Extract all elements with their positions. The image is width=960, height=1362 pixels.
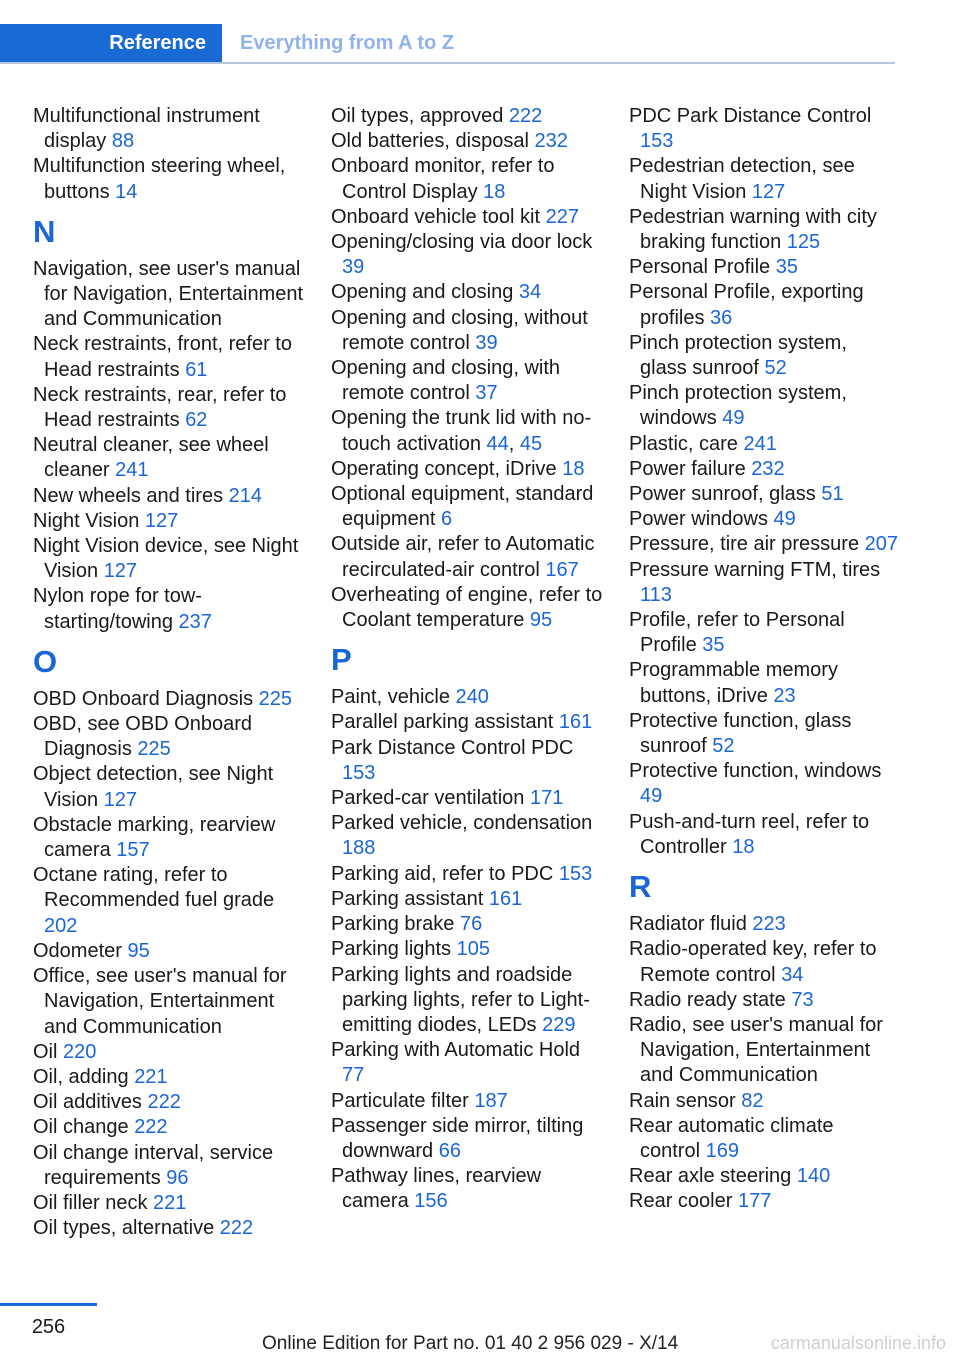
page-link[interactable]: 127 — [103, 560, 138, 583]
index-term: Oil types, alternative — [33, 1217, 215, 1240]
index-term: Pedestrian warning with city braking function — [629, 205, 877, 254]
page-link[interactable]: 167 — [545, 558, 579, 581]
page-link[interactable]: 153 — [640, 130, 674, 153]
index-term: Octane rating, refer to Recommended fuel grade — [33, 864, 275, 912]
edition-info: Online Edition for Part no. 01 40 2 956 029 - X/14 — [262, 1333, 679, 1354]
index-entry — [33, 433, 305, 483]
index-term: Programmable memory buttons, iDrive — [629, 659, 838, 707]
index-term: Neck restraints, front, refer to Head restraints — [33, 333, 292, 381]
index-term: Opening and closing, without remote control — [331, 306, 588, 354]
watermark: carmanualsonline.info — [770, 1333, 946, 1353]
index-term: Protective function, windows — [629, 760, 882, 783]
index-entry — [331, 811, 603, 861]
index-term: Oil filler neck — [33, 1191, 148, 1214]
page-link[interactable]: 222 — [147, 1091, 181, 1114]
page-link[interactable]: 34 — [781, 963, 804, 986]
index-entry — [331, 129, 603, 154]
index-term: Pedestrian detection, see Night Vision — [629, 155, 855, 203]
page-link[interactable]: 52 — [712, 735, 735, 758]
index-entry — [33, 813, 305, 863]
index-term: Radio-operated key, refer to Remote control — [629, 938, 877, 986]
index-term: Passenger side mirror, tilting downward — [331, 1114, 584, 1162]
page-link[interactable]: 23 — [773, 684, 796, 707]
page-link[interactable]: 6 — [440, 508, 453, 531]
index-term: Power sunroof, glass — [629, 483, 816, 506]
index-term: Operating concept, iDrive — [331, 457, 557, 480]
index-term: Outside air, refer to Automatic recirculated-air control — [331, 533, 595, 581]
page-link[interactable]: 171 — [530, 787, 564, 810]
index-entry: Opening the trunk lid with no-touch activation 44, 45 — [331, 407, 592, 455]
index-term: Plastic, care — [629, 432, 738, 455]
index-term: Object detection, see Night Vision — [33, 763, 274, 811]
page-link[interactable]: 34 — [518, 281, 542, 304]
page-link[interactable]: 156 — [414, 1190, 448, 1213]
index-entry — [33, 332, 305, 382]
index-entry — [629, 658, 899, 708]
index-entry — [331, 736, 603, 786]
index-entry — [33, 257, 305, 333]
page-link[interactable]: 18 — [483, 180, 506, 203]
index-term: Multifunctional instrument display — [33, 105, 260, 153]
index-entry — [629, 988, 899, 1013]
index-term: Radio, see user's manual for Navigation, Entertainment and Communication — [629, 1013, 883, 1087]
index-term: Onboard monitor, refer to Control Display — [331, 155, 555, 203]
index-term: Rain sensor — [629, 1089, 736, 1112]
index-entry — [33, 154, 305, 204]
page-number: 256 — [31, 1316, 66, 1338]
page-link[interactable]: 45 — [519, 432, 543, 455]
index-entry — [629, 482, 899, 507]
index-term: Radiator fluid — [629, 913, 747, 936]
index-entry — [331, 356, 603, 406]
index-entry — [331, 532, 603, 582]
index-entry — [629, 937, 899, 987]
index-term: Opening and closing, with remote control — [331, 357, 561, 405]
index-letter-heading: P — [331, 642, 352, 678]
index-entry — [629, 507, 899, 532]
page-link[interactable]: 188 — [342, 837, 376, 860]
index-term: Personal Profile — [629, 256, 771, 279]
page-link[interactable]: 37 — [475, 382, 498, 405]
index-entry — [33, 1090, 305, 1115]
index-entry — [33, 762, 305, 812]
index-term: Parking assistant — [331, 887, 484, 910]
page-link[interactable]: 241 — [115, 459, 149, 482]
index-entry — [629, 1114, 899, 1164]
page-link[interactable]: 223 — [752, 913, 786, 936]
index-entry — [331, 963, 603, 1039]
page-link[interactable]: 161 — [558, 711, 593, 734]
index-entry — [33, 509, 305, 534]
index-entry — [629, 457, 899, 482]
page-link[interactable]: 127 — [103, 788, 138, 811]
index-entry — [629, 104, 899, 154]
page-link[interactable]: 202 — [44, 914, 78, 937]
index-entry — [331, 205, 603, 230]
page-header — [0, 24, 895, 64]
page-link[interactable]: 221 — [134, 1065, 168, 1088]
index-entry — [33, 863, 305, 939]
index-entry — [331, 1164, 603, 1214]
index-entry — [33, 1040, 305, 1065]
index-term: Personal Profile, exporting profiles — [629, 281, 864, 329]
index-entry — [629, 432, 899, 457]
page-link[interactable]: 153 — [558, 862, 593, 885]
index-entry — [629, 608, 899, 658]
index-entry — [629, 810, 899, 860]
index-entry — [33, 534, 305, 584]
index-term: Oil change interval, service requirements — [33, 1141, 274, 1189]
index-entry — [331, 583, 603, 633]
page-link[interactable]: 225 — [258, 687, 293, 710]
index-term: Rear cooler — [629, 1190, 733, 1213]
page-link[interactable]: 14 — [115, 180, 138, 203]
page-link[interactable]: 52 — [764, 357, 787, 380]
index-entry — [331, 306, 603, 356]
page-link[interactable]: 49 — [722, 407, 745, 430]
index-term: Oil, adding — [33, 1065, 129, 1088]
index-term: Overheating of engine, refer to Coolant temperature — [331, 583, 603, 632]
page-link[interactable]: 161 — [488, 887, 523, 910]
index-entry — [629, 154, 899, 204]
index-entry — [33, 1216, 305, 1241]
index-entry — [629, 1189, 899, 1214]
index-entry — [331, 104, 603, 129]
page-link[interactable]: 35 — [775, 256, 798, 279]
page-link[interactable]: 140 — [796, 1165, 831, 1188]
index-entry — [629, 759, 899, 809]
index-entry — [331, 1114, 603, 1164]
index-entry — [629, 205, 899, 255]
index-term: Neck restraints, rear, refer to Head restraints — [33, 383, 287, 432]
index-entry — [331, 912, 603, 937]
page-link[interactable]: 62 — [185, 409, 208, 432]
index-entry — [33, 939, 305, 964]
index-term: Pinch protection system, windows — [629, 382, 847, 430]
index-entry — [629, 381, 899, 431]
index-term: Pinch protection system, glass sunroof — [629, 331, 847, 380]
index-term: Opening/closing via door lock — [331, 231, 593, 254]
index-term: Pathway lines, rearview camera — [331, 1165, 542, 1213]
page-link[interactable]: 88 — [111, 130, 135, 153]
index-term: Night Vision — [33, 509, 140, 532]
index-term: Obstacle marking, rearview camera — [33, 813, 276, 862]
page-link[interactable]: 105 — [456, 938, 490, 961]
index-term: Opening and closing — [331, 281, 514, 304]
index-term: Oil change — [33, 1116, 129, 1139]
page-link[interactable]: 222 — [134, 1116, 168, 1139]
page-link[interactable]: 125 — [786, 231, 821, 254]
page-link[interactable]: 220 — [63, 1040, 97, 1063]
index-term: Odometer — [33, 939, 122, 962]
index-entry — [33, 383, 305, 433]
page-link[interactable]: 49 — [640, 785, 663, 808]
index-term: Night Vision device, see Night Vision — [33, 535, 299, 583]
page-link[interactable]: 214 — [228, 484, 263, 507]
index-term: Protective function, glass sunroof — [629, 709, 852, 758]
index-entry — [331, 685, 603, 710]
index-term: Particulate filter — [331, 1089, 469, 1112]
index-entry — [33, 1115, 305, 1140]
chapter-title: Everything from A to Z — [240, 32, 455, 54]
index-term: Paint, vehicle — [331, 686, 450, 709]
index-column-1 — [33, 104, 305, 1241]
page-link[interactable]: 18 — [732, 835, 755, 858]
index-entry — [33, 1065, 305, 1090]
index-entry — [629, 255, 899, 280]
page-link[interactable]: 49 — [773, 508, 796, 531]
index-entry — [629, 532, 899, 557]
index-term: Pressure warning FTM, tires — [629, 558, 881, 581]
page-link[interactable]: 227 — [545, 205, 579, 228]
index-term: Navigation, see user's manual for Navigation, Entertainment and Communication — [33, 257, 304, 331]
index-entry — [331, 786, 603, 811]
index-term: Neutral cleaner, see wheel cleaner — [33, 434, 269, 482]
index-term: Rear axle steering — [629, 1165, 792, 1188]
page-link[interactable]: 225 — [137, 738, 171, 761]
page-link[interactable]: 96 — [166, 1166, 189, 1189]
index-entry — [629, 558, 899, 608]
index-letter-heading: O — [33, 643, 58, 679]
page-link[interactable]: 61 — [185, 358, 208, 381]
index-entry — [331, 710, 603, 735]
page-link[interactable]: 240 — [455, 686, 489, 709]
index-entry — [629, 912, 899, 937]
index-entry — [331, 280, 603, 305]
page-link[interactable]: 127 — [144, 509, 179, 532]
index-entry — [629, 709, 899, 759]
page-link[interactable]: 18 — [562, 457, 585, 480]
page-link[interactable]: 177 — [737, 1190, 772, 1213]
index-term: PDC Park Distance Control — [629, 105, 872, 127]
index-term: Oil types, approved — [331, 105, 504, 127]
page-link[interactable]: 169 — [705, 1139, 739, 1162]
index-term: Parking aid, refer to PDC — [331, 862, 554, 885]
index-entry — [331, 1089, 603, 1114]
index-term: Power failure — [629, 457, 746, 480]
index-term: Radio ready state — [629, 988, 786, 1011]
page-link[interactable]: 232 — [534, 130, 568, 153]
index-term: New wheels and tires — [33, 484, 224, 507]
page-link[interactable]: 157 — [116, 839, 150, 862]
index-entry — [33, 712, 305, 762]
index-entry — [331, 457, 603, 482]
page-link[interactable]: 221 — [153, 1191, 187, 1214]
page-link[interactable]: 222 — [508, 105, 543, 127]
index-term: Parked vehicle, condensation — [331, 812, 593, 835]
index-entry — [331, 230, 603, 280]
index-term: Onboard vehicle tool kit — [331, 205, 541, 228]
page-link[interactable]: 73 — [791, 988, 814, 1011]
index-entry — [33, 1191, 305, 1216]
section-tab[interactable]: Reference — [0, 24, 222, 62]
page-link[interactable]: 127 — [751, 180, 786, 203]
index-term: Parking brake — [331, 913, 455, 936]
index-column-3 — [629, 104, 899, 1215]
index-term: OBD, see OBD Onboard Diagnosis — [33, 713, 252, 761]
page-link[interactable]: 187 — [474, 1089, 508, 1112]
page-link[interactable]: 39 — [342, 256, 365, 279]
index-entry — [629, 1164, 899, 1189]
index-term: Rear automatic climate control — [629, 1114, 834, 1162]
footer-accent-bar — [0, 1303, 97, 1306]
index-term: Pressure, tire air pressure — [629, 533, 860, 556]
index-letter-heading: R — [629, 869, 652, 905]
page-link[interactable]: 51 — [821, 483, 844, 506]
index-entry — [33, 484, 305, 509]
page-link[interactable]: 237 — [178, 610, 212, 633]
index-entry — [629, 331, 899, 381]
index-term: Optional equipment, standard equipment — [331, 483, 594, 531]
index-term: Opening the trunk lid with no-touch activation — [331, 407, 592, 455]
page-link[interactable]: 229 — [542, 1013, 576, 1036]
page-link[interactable]: 35 — [702, 634, 725, 657]
index-entry — [331, 154, 603, 204]
page-link[interactable]: 153 — [342, 761, 376, 784]
page-link[interactable]: 95 — [529, 609, 553, 632]
index-entry — [331, 482, 603, 532]
index-term: Profile, refer to Personal Profile — [629, 609, 845, 657]
index-term: Power windows — [629, 508, 768, 531]
page-link[interactable]: 241 — [743, 432, 777, 455]
index-entry — [331, 937, 603, 962]
index-term: Old batteries, disposal — [331, 130, 529, 153]
page-link[interactable]: 36 — [710, 306, 733, 329]
page-link[interactable]: 76 — [459, 913, 483, 936]
index-term: Parked-car ventilation — [331, 787, 525, 810]
index-term: Oil — [33, 1040, 58, 1063]
page-link[interactable]: 39 — [475, 331, 498, 354]
index-term: Multifunction steering wheel, buttons — [33, 155, 286, 203]
index-entry — [629, 280, 899, 330]
index-term: Office, see user's manual for Navigation, Entertainment and Communication — [33, 965, 287, 1038]
index-term: Push-and-turn reel, refer to Controller — [629, 810, 870, 858]
page-link[interactable]: 44 — [486, 432, 509, 455]
page-link[interactable]: 66 — [438, 1139, 461, 1162]
index-entry — [33, 104, 305, 154]
index-entry — [33, 964, 305, 1040]
index-term: Nylon rope for tow-starting/towing — [33, 585, 202, 633]
index-letter-heading: N — [33, 213, 56, 249]
page-link[interactable]: 207 — [864, 533, 899, 556]
index-entry — [331, 862, 603, 887]
page-link[interactable]: 222 — [219, 1217, 254, 1240]
page-link[interactable]: 77 — [342, 1064, 365, 1087]
index-term: Parking lights and roadside parking lights, refer to Light-emitting diodes, LEDs — [331, 963, 590, 1036]
page-link[interactable]: 232 — [751, 457, 785, 480]
index-term: Parallel parking assistant — [331, 711, 554, 734]
index-entry — [331, 887, 603, 912]
index-entry — [33, 584, 305, 634]
index-term: Oil additives — [33, 1091, 142, 1114]
index-term: Park Distance Control PDC — [331, 736, 574, 759]
index-term: Parking lights — [331, 938, 452, 961]
index-entry — [33, 1141, 305, 1191]
page-link[interactable]: 82 — [741, 1089, 764, 1112]
index-entry — [33, 687, 305, 712]
page-link[interactable]: 113 — [640, 583, 672, 606]
index-term: Parking with Automatic Hold — [331, 1039, 581, 1062]
index-term: OBD Onboard Diagnosis — [33, 687, 254, 710]
index-entry — [629, 1013, 899, 1089]
index-entry — [629, 1089, 899, 1114]
page-link[interactable]: 95 — [127, 939, 150, 962]
index-column-2 — [331, 104, 603, 1215]
index-entry — [331, 1038, 603, 1088]
